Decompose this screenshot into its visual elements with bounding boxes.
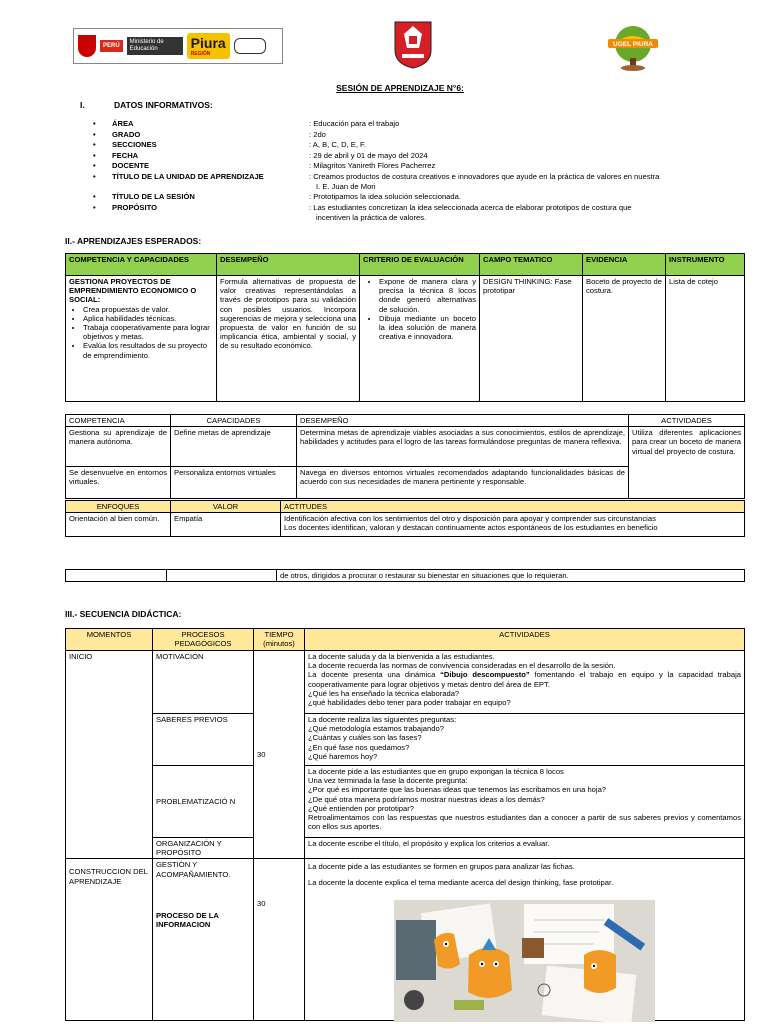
actitudes-cell: [281, 513, 745, 537]
section3-heading: III.- SECUENCIA DIDÁCTICA:: [65, 609, 182, 619]
actitudes-line-3: de otros, dirigidos a procurar o restaurar su bienestar en situaciones que lo requieran.: [277, 570, 745, 582]
t2-competencia-2: Se desenvuelve en entornos virtuales.: [66, 467, 171, 499]
tiempo-inicio: 30: [254, 651, 305, 859]
act-line: La docente la docente explica el tema mediante acerca del design thinking, fase prototipar.: [308, 877, 614, 887]
label-docente: • DOCENTE: [112, 161, 308, 172]
cell-evidencia: Boceto de proyecto de costura.: [583, 276, 666, 402]
dinamica-text: [308, 670, 741, 688]
label-grado: • GRADO: [112, 130, 308, 141]
value-titulo-unidad-2: I. E. Juan de Mori: [316, 181, 376, 191]
criterio-item: • Expone de manera clara y precisa la técnica 8 locos donde generó alternativas de solución.: [379, 277, 476, 314]
cell-criterios: [360, 276, 480, 402]
dinamica-pre: La docente presenta una dinámica: [308, 670, 441, 680]
piura-logo: [187, 33, 230, 59]
th2-competencia: COMPETENCIA: [66, 415, 171, 427]
act-line: ¿Qué haremos hoy?: [308, 751, 378, 761]
t2-actividades: Utiliza diferentes aplicaciones para crear un boceto de manera virtual del proyecto de costura.: [629, 427, 745, 499]
peru-shield-icon: [78, 35, 96, 57]
section2-heading: II.- APRENDIZAJES ESPERADOS:: [65, 236, 202, 246]
th-evidencia: EVIDENCIA: [583, 254, 666, 276]
t2-capacidad-1: Define metas de aprendizaje: [171, 427, 297, 467]
momento-inicio: INICIO: [66, 651, 153, 859]
prototype-illustration: [394, 900, 655, 1022]
act-line: La docente pide a las estudiantes que en grupo expongan la técnica 8 locos: [308, 767, 564, 776]
session-title: SESIÓN DE APRENDIZAJE N°6:: [336, 83, 464, 93]
peru-label: PERÚ: [100, 40, 123, 52]
actitudes-line-1: Identificación afectiva con los sentimientos del otro y disposición para apoyar y comprender sus circunstancias: [284, 514, 656, 524]
criterio-item: • Dibuja mediante un boceto la idea solución de manera creativa e innovadora.: [379, 314, 476, 342]
ugel-text: UGEL PIURA: [613, 41, 653, 48]
th-valor: VALOR: [171, 501, 281, 513]
capacidad-item: • Trabaja cooperativamente para lograr objetivos y metas.: [83, 323, 213, 341]
th-actividades-seq: ACTIVIDADES: [305, 629, 745, 651]
capacidad-item: • Evalúa los resultados de su proyecto de emprendimiento.: [83, 341, 213, 359]
proceso-gestion-cell: [153, 859, 254, 1021]
act-line: ¿Por qué es importante que las buenas ideas que tenemos las escribamos en una hoja?: [308, 785, 607, 795]
retro-line: Retroalimentamos con las respuestas que nuestros estudiantes dan a conocer a partir de sus saberes previos y comentamos con ellos sus aportes.: [308, 813, 741, 832]
th-competencia: COMPETENCIA Y CAPACIDADES: [66, 254, 217, 276]
valor-cont-cell: [167, 570, 277, 582]
proceso-problematizacion: PROBLEMATIZACIÓ N: [153, 766, 254, 838]
section1-number: I.: [80, 100, 85, 110]
header-logos-left: [73, 28, 283, 64]
proceso-organizacion: ORGANIZACIÓN Y PROPÓSITO: [153, 838, 254, 859]
valor-cell: Empatía: [171, 513, 281, 537]
label-titulo-sesion: • TÍTULO DE LA SESIÓN: [112, 192, 308, 203]
proceso-informacion: PROCESO DE LA INFORMACION: [156, 910, 219, 930]
t2-desempeno-2: Navega en diversos entornos virtuales recomendados adaptando funcionalidades básicas de acuerdo con sus necesidades de manera pertinente y responsable.: [297, 467, 629, 499]
value-docente: : Milagritos Yanireth Flores Pacherrez: [309, 161, 436, 170]
capacidad-item: • Aplica habilidades técnicas.: [83, 314, 213, 323]
proceso-saberes: SABERES PREVIOS: [153, 714, 254, 766]
capacidades-list: [69, 305, 213, 360]
act-line: La docente pide a las estudiantes se formen en grupos para analizar las fichas.: [308, 862, 575, 872]
competencia-title: GESTIONA PROYECTOS DE EMPRENDIMIENTO ECONOMICO O SOCIAL:: [69, 277, 197, 305]
competencias-transversales-table: [65, 414, 745, 499]
enfoques-table-cont: [65, 569, 745, 582]
cell-competencia: [66, 276, 217, 402]
momento-construccion: CONSTRUCCION DEL APRENDIZAJE: [66, 859, 153, 1021]
value-grado: : 2do: [309, 129, 326, 139]
actividades-problematizacion: [305, 766, 745, 838]
ugel-logo-icon: [606, 22, 660, 72]
school-shield-icon: [392, 20, 434, 70]
piura-label: Piura: [190, 35, 226, 51]
section1-heading: DATOS INFORMATIVOS:: [114, 100, 213, 110]
act-line: ¿De qué otra manera podríamos mostrar nuestras ideas a los demás?: [308, 794, 545, 804]
th2-actividades: ACTIVIDADES: [629, 415, 745, 427]
label-proposito: • PROPÓSITO: [112, 203, 308, 214]
th-campo: CAMPO TEMATICO: [480, 254, 583, 276]
act-line: ¿Cuántas y cuáles son las fases?: [308, 733, 422, 743]
value-proposito-2: incentiven la práctica de valores.: [316, 212, 427, 222]
actitudes-line-2: Los docentes identifican, valoran y destacan continuamente actos espontáneos de los estudiantes en beneficio: [284, 523, 658, 533]
th-actitudes: ACTITUDES: [281, 501, 745, 513]
value-secciones: : A, B, C, D, E, F.: [309, 140, 366, 149]
t2-desempeno-1: Determina metas de aprendizaje viables asociadas a sus conocimientos, estilos de aprendizaje, habilidades y actitudes para el logro de las tareas formulándose preguntas de manera reflexiva.: [297, 427, 629, 467]
dinamica-name: “Dibujo descompuesto”: [440, 670, 530, 680]
t2-competencia-1: Gestiona su aprendizaje de manera autónoma.: [66, 427, 171, 467]
actividades-saberes: [305, 714, 745, 766]
act-line: ¿qué habilidades debo tener para poder trabajar en equipo?: [308, 698, 511, 708]
value-titulo-unidad: : Creamos productos de costura creativos e innovadores que ayude en la práctica de valores en nuestra: [309, 171, 660, 181]
th2-capacidades: CAPACIDADES: [171, 415, 297, 427]
th-instrumento: INSTRUMENTO: [666, 254, 745, 276]
label-fecha: • FECHA: [112, 151, 308, 162]
enfoques-table: [65, 500, 745, 537]
th-procesos: PROCESOS PEDAGÓGICOS: [153, 629, 254, 651]
act-line: ¿Qué les ha enseñado la técnica elaborada?: [308, 688, 460, 698]
emblem-icon: [234, 38, 266, 54]
act-line: La docente recuerda las normas de convivencia consideradas en el desarrollo de la sesión.: [308, 661, 616, 671]
label-secciones: • SECCIONES: [112, 140, 308, 151]
act-line: La docente realiza las siguientes preguntas:: [308, 715, 457, 724]
aprendizajes-table: [65, 253, 745, 402]
label-titulo-unidad: • TÍTULO DE LA UNIDAD DE APRENDIZAJE: [112, 172, 308, 193]
proceso-gestion: GESTIÓN Y ACOMPAÑAMIENTO.: [156, 860, 231, 879]
act-line: ¿Qué entienden por prototipar?: [308, 803, 414, 813]
enfoque-cont-cell: [66, 570, 167, 582]
th-tiempo: TIEMPO (minutos): [254, 629, 305, 651]
th-enfoques: ENFOQUES: [66, 501, 171, 513]
datos-labels: [112, 119, 308, 213]
t2-capacidad-2: Personaliza entornos virtuales: [171, 467, 297, 499]
th-criterio: CRITERIO DE EVALUACIÓN: [360, 254, 480, 276]
region-label: REGIÓN: [190, 51, 211, 57]
act-line: ¿Qué metodología estamos trabajando?: [308, 724, 444, 734]
cell-desempeno: Formula alternativas de propuesta de valor creativas representándolas a través de prototipos para su validación con posibles usuarios. Incorpora sugerencias de mejora y selecciona una propuesta de valor en función de su implicancia ética, ambiental y social, y de su resultado económico.: [217, 276, 360, 402]
enfoque-cell: Orientación al bien común.: [66, 513, 171, 537]
tiempo-construccion: 30: [254, 859, 305, 1021]
th-momentos: MOMENTOS: [66, 629, 153, 651]
ministerio-label: Ministerio de Educación: [127, 37, 183, 55]
value-proposito: : Las estudiantes concretizan la idea seleccionada acerca de elaborar prototipos de costura que: [309, 202, 632, 212]
act-line: Una vez terminada la fase la docente pregunta:: [308, 776, 468, 786]
actividades-organizacion: La docente escribe el título, el propósito y explica los criterios a evaluar.: [305, 838, 745, 859]
datos-values: [309, 119, 739, 223]
cell-campo: DESIGN THINKING: Fase prototipar: [480, 276, 583, 402]
actividades-motivacion: [305, 651, 745, 714]
act-line: La docente saluda y da la bienvenida a las estudiantes.: [308, 652, 495, 661]
capacidad-item: • Crea propuestas de valor.: [83, 305, 213, 314]
value-fecha: : 29 de abril y 01 de mayo del 2024: [309, 150, 428, 160]
dinamica-post: fomentando el trabajo en equipo y la capacidad trabaja cooperativamente para lograr objetivos y metas dentro del área de EPT.: [308, 670, 741, 689]
th-desempeno: DESEMPEÑO: [217, 254, 360, 276]
criterios-list: [363, 277, 476, 341]
proceso-motivacion: MOTIVACIÓN: [153, 651, 254, 714]
cell-instrumento: Lista de cotejo: [666, 276, 745, 402]
value-titulo-sesion: : Prototipamos la idea solución seleccionada.: [309, 192, 461, 201]
label-area: • ÁREA: [112, 119, 308, 130]
th2-desempeno: DESEMPEÑO: [297, 415, 629, 427]
value-area: : Educación para el trabajo: [309, 119, 400, 128]
act-line: ¿En qué fase nos quedamos?: [308, 742, 410, 752]
